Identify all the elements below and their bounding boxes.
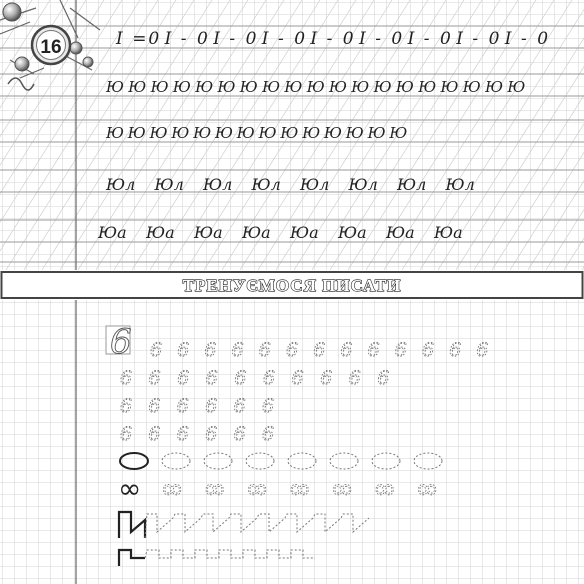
dotted-digit-six: 6 [205, 395, 218, 417]
letter: Ю [236, 124, 255, 142]
dotted-digit-six: 6 [367, 339, 380, 361]
letter: Ю [345, 124, 364, 142]
letter: Ю [217, 78, 236, 96]
dotted-digit-six: 6 [205, 367, 218, 389]
letter: Ю [149, 124, 168, 142]
letter: Юл [445, 175, 475, 194]
section-banner [0, 270, 584, 300]
letter: Юа [194, 223, 223, 242]
dotted-digit-six: 6 [120, 423, 133, 445]
letter: Ю [150, 78, 169, 96]
letter: I [407, 29, 415, 49]
letter: Юл [397, 175, 427, 194]
dotted-digit-six: 6 [204, 339, 217, 361]
letter: Ю [324, 124, 342, 142]
digit-sample [106, 322, 132, 362]
dotted-digit-six: 6 [377, 367, 390, 389]
letter: I [164, 29, 172, 49]
letter: Ю [127, 124, 146, 142]
letter: = [132, 29, 147, 49]
infinity-sign: ∞ [373, 472, 397, 505]
dotted-digit-six: 6 [348, 367, 361, 389]
letter: I [261, 29, 269, 49]
dotted-digit-six: 6 [205, 423, 218, 445]
letter: Юл [154, 175, 184, 194]
dotted-digit-six: 6 [231, 339, 244, 361]
dotted-digit-six: 6 [148, 367, 161, 389]
letter: Ю [389, 124, 408, 142]
letter: Ю [302, 124, 321, 142]
letter: I [310, 29, 318, 49]
infinity-sign: ∞ [330, 472, 354, 505]
dotted-digit-six: 6 [258, 339, 271, 361]
letter: Ю [280, 124, 299, 142]
dotted-digit-six: 6 [291, 367, 304, 389]
letter: I [116, 29, 123, 49]
digit-six-outline: 6 [110, 322, 132, 362]
letter: 0 [148, 29, 160, 49]
letter: Ю [485, 78, 504, 96]
letter: I [213, 29, 220, 49]
letter: - [278, 29, 284, 49]
dotted-digit-six: 6 [340, 339, 353, 361]
dotted-digit-six: 6 [313, 339, 326, 361]
letter: I [359, 29, 366, 49]
dotted-digit-six: 6 [176, 423, 189, 445]
infinity-sign: ∞ [415, 472, 439, 505]
dotted-digit-six: 6 [476, 339, 489, 361]
letter: Юл [251, 175, 281, 194]
letter: - [521, 29, 527, 49]
dotted-digit-six: 6 [262, 423, 275, 445]
infinity-sign: ∞ [118, 472, 142, 505]
letter: Ю [172, 78, 191, 96]
infinity-sign: ∞ [160, 472, 184, 505]
letter: Ю [193, 124, 212, 142]
dotted-digit-six: 6 [148, 423, 161, 445]
dotted-digit-six: 6 [286, 339, 299, 361]
letter: Ю [258, 124, 277, 142]
letter: 0 [294, 29, 306, 49]
dotted-digit-six: 6 [233, 395, 246, 417]
letter: Ю [418, 78, 437, 96]
dotted-digit-six: 6 [233, 423, 246, 445]
infinity-sign: ∞ [203, 472, 227, 505]
letter: Ю [367, 124, 386, 142]
letter: 0 [245, 29, 257, 49]
letter: Ю [395, 78, 414, 96]
letter: Ю [195, 78, 214, 96]
letter: Юа [290, 223, 319, 242]
letter: Юл [300, 175, 330, 194]
dotted-digit-six: 6 [394, 339, 407, 361]
dotted-digit-six: 6 [176, 395, 189, 417]
letter: Ю [106, 78, 124, 96]
dotted-digit-six: 6 [177, 367, 190, 389]
letter: - [423, 29, 430, 49]
letter: Ю [284, 78, 303, 96]
letter: - [375, 29, 381, 49]
letter: Юа [146, 223, 175, 242]
dotted-digit-six: 6 [262, 395, 275, 417]
dotted-digit-six: 6 [422, 339, 435, 361]
letter: Ю [462, 78, 481, 96]
page-number: 16 [40, 37, 62, 58]
letter: Ю [373, 78, 392, 96]
section-title: ТРЕНУЄМОСЯ ПИСАТИ [182, 276, 402, 295]
dotted-digit-six: 6 [449, 339, 462, 361]
letter: Ю [128, 78, 147, 96]
letter: Юа [386, 223, 415, 242]
dotted-digit-six: 6 [120, 395, 133, 417]
letter: 0 [342, 29, 354, 49]
letter: - [229, 29, 236, 49]
letter: 0 [440, 29, 451, 49]
letter: Ю [171, 124, 190, 142]
letter: Ю [329, 78, 347, 96]
letter: Юа [434, 223, 463, 242]
letter: Юл [106, 175, 136, 194]
letter: 0 [537, 29, 549, 49]
letter: Юл [348, 175, 378, 194]
letter: Юа [338, 223, 367, 242]
letter: Ю [306, 78, 325, 96]
letter: I [456, 29, 463, 49]
letter: Юл [203, 175, 233, 194]
letter: Ю [351, 78, 370, 96]
letter: Ю [106, 124, 124, 142]
letter: - [326, 29, 333, 49]
dotted-digit-six: 6 [263, 367, 276, 389]
infinity-sign: ∞ [288, 472, 312, 505]
letter: Юа [98, 223, 127, 242]
dotted-digit-six: 6 [234, 367, 247, 389]
dotted-digit-six: 6 [120, 367, 133, 389]
letter: - [472, 29, 479, 49]
letter: 0 [197, 29, 208, 49]
letter: 0 [488, 29, 500, 49]
dotted-digit-six: 6 [177, 339, 190, 361]
letter: I [504, 29, 512, 49]
letter: Ю [215, 124, 233, 142]
dotted-digit-six: 6 [148, 395, 161, 417]
letter: Ю [239, 78, 258, 96]
dotted-digit-six: 6 [320, 367, 333, 389]
infinity-sign: ∞ [245, 472, 269, 505]
letter: Ю [507, 78, 526, 96]
letter: 0 [391, 29, 403, 49]
dotted-digit-six: 6 [150, 339, 163, 361]
letter: Ю [262, 78, 281, 96]
letter: Юа [242, 223, 271, 242]
letter: - [180, 29, 187, 49]
letter: Ю [440, 78, 459, 96]
row-yu-full [105, 78, 525, 96]
